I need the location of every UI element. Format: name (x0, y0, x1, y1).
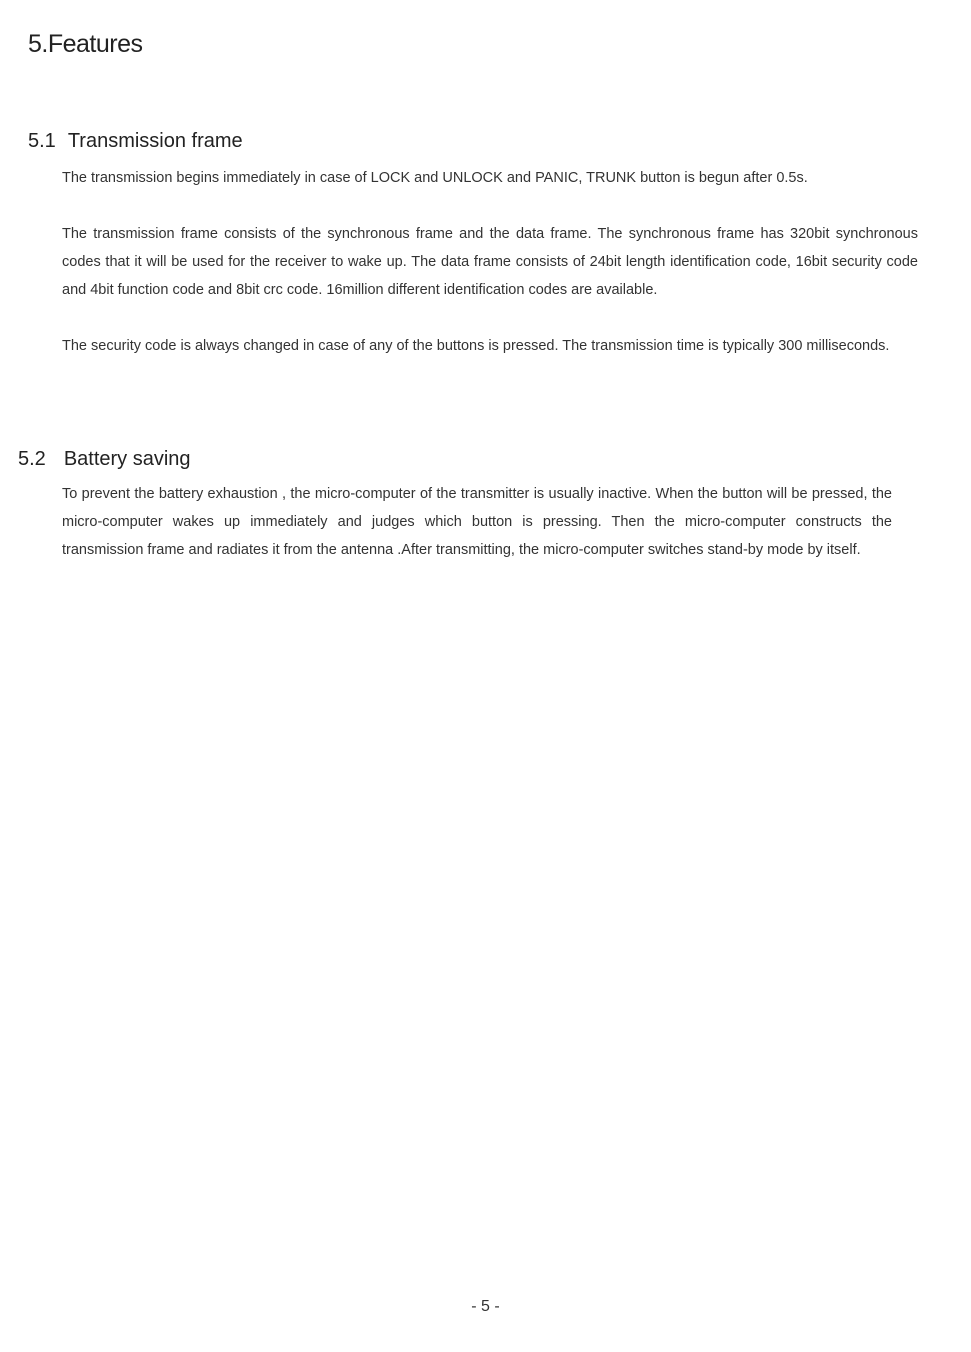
section-number: 5.2 (18, 448, 46, 470)
section-title: Battery saving (63, 448, 191, 470)
section-title: Transmission frame (67, 130, 243, 152)
paragraph: The security code is always changed in case of any of the buttons is pressed. The transmission time is typically 300 milliseconds. (62, 338, 890, 354)
section-heading-transmission-frame (28, 130, 243, 153)
section-number: 5.1 (28, 130, 56, 152)
section-heading-battery-saving (18, 448, 191, 471)
paragraph: The transmission begins immediately in case of LOCK and UNLOCK and PANIC, TRUNK button is begun after 0.5s. (62, 170, 808, 186)
page-number: - 5 - (471, 1298, 500, 1315)
page-title: 5.Features (28, 30, 143, 58)
paragraph: The transmission frame consists of the synchronous frame and the data frame. The synchronous frame has 320bit synchronous codes that it will be used for the receiver to wake up. The data frame consists of 24bit length identification code, 16bit security code and 4bit function code and 8bit crc code. 16million different identification codes are available. (62, 226, 918, 298)
paragraph: To prevent the battery exhaustion , the micro-computer of the transmitter is usually inactive. When the button will be pressed, the micro-computer wakes up immediately and judges which button is pressing. Then the micro-computer constructs the transmission frame and radiates it from the antenna .After transmitting, the micro-computer switches stand-by mode by itself. (62, 486, 892, 558)
